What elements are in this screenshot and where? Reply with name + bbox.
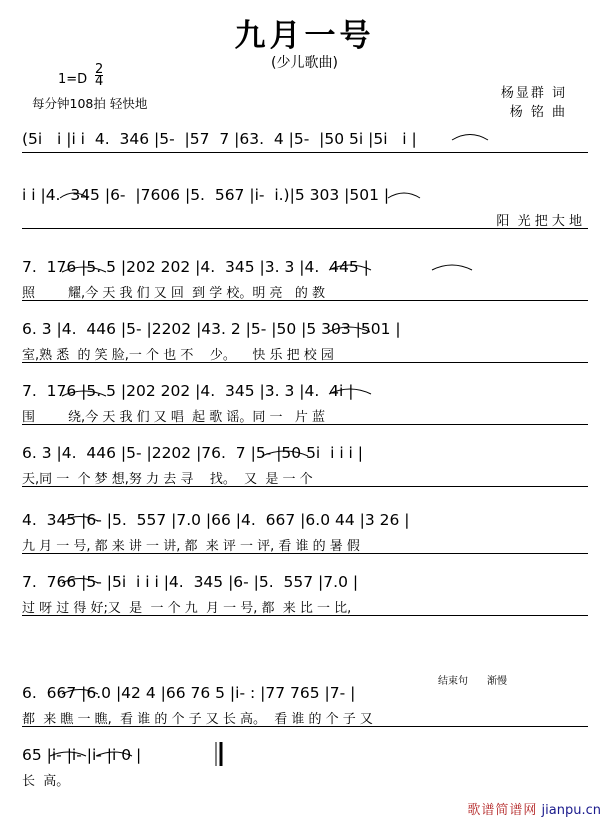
music-system	[22, 320, 588, 363]
tempo-marking: 每分钟108拍 轻快地	[32, 96, 148, 111]
subtitle: (少儿歌曲)	[271, 55, 338, 71]
meter-numerator: 2	[95, 62, 104, 77]
watermark-en: jianpu.cn	[541, 803, 601, 818]
music-system	[22, 186, 588, 229]
meter-denominator: 4	[95, 74, 104, 89]
music-system	[22, 684, 588, 727]
lyrics-line: 照 耀,今 天 我 们 又 回 到 学 校。明 亮 的 教	[22, 286, 326, 301]
lyrics-line: 天,同 一 个 梦 想,努 力 去 寻 找。 又 是 一 个	[22, 472, 313, 487]
lyrics-line: 都 来 瞧 一 瞧, 看 谁 的 个 子 又 长 高。 看 谁 的 个 子 又	[22, 712, 373, 727]
watermark	[467, 799, 601, 818]
lyrics-line: 围 绕,今 天 我 们 又 唱 起 歌 谣。同 一 片 蓝	[22, 410, 326, 425]
notation-line: i i |4. 345 |6- |7606 |5. 567 |i- i.)|5 303 |501 |	[22, 186, 390, 204]
music-system	[22, 382, 588, 425]
lyrics-line: 长 高。	[22, 774, 70, 789]
watermark-cn: 歌谱简谱网	[467, 803, 538, 818]
ending-phrase-annotation: 结束句	[438, 676, 468, 687]
lyricist-credit: 杨显群 词	[500, 86, 567, 101]
music-system	[22, 130, 588, 153]
lyrics-line: 阳 光 把 大 地	[496, 214, 582, 229]
lyrics-line: 过 呀 过 得 好;又 是 一 个 九 月 一 号, 都 来 比 一 比,	[22, 601, 352, 616]
time-signature	[95, 64, 103, 87]
notation-line: 4. 345 |6- |5. 557 |7.0 |66 |4. 667 |6.0 44 |3 26 |	[22, 511, 410, 529]
music-system	[22, 258, 588, 301]
music-system	[22, 444, 588, 487]
notation-line: 6. 3 |4. 446 |5- |2202 |76. 7 |5- |50 5i i i i |	[22, 444, 364, 462]
notation-line: (5i i |i i 4. 346 |5- |57 7 |63. 4 |5- |50 5i |5i i |	[22, 130, 417, 148]
page-title: 九月一号	[234, 18, 375, 54]
notation-line: 7. 766 |5- |5i i i i |4. 345 |6- |5. 557 |7.0 |	[22, 573, 359, 591]
notation-line: 65 |i- |i- |i- |i 0 |	[22, 746, 142, 764]
staff-rule	[22, 152, 588, 153]
music-system	[22, 511, 588, 554]
lyrics-line: 九 月 一 号, 都 来 讲 一 讲, 都 来 评 一 评, 看 谁 的 暑 假	[22, 539, 360, 554]
key-signature: 1=D	[58, 72, 88, 87]
notation-line: 7. 176 |5. 5 |202 202 |4. 345 |3. 3 |4. 445 |	[22, 258, 369, 276]
composer-credit: 杨 铭 曲	[509, 105, 567, 120]
ritard-annotation: 渐慢	[487, 676, 507, 687]
notation-line: 6. 3 |4. 446 |5- |2202 |43. 2 |5- |50 |5 303 |501 |	[22, 320, 401, 338]
notation-line: 6. 667 |6.0 |42 4 |66 76 5 |i- : |77 765 |7- |	[22, 684, 356, 702]
notation-line: 7. 176 |5. 5 |202 202 |4. 345 |3. 3 |4. 4i |	[22, 382, 354, 400]
music-system	[22, 746, 588, 788]
music-system	[22, 573, 588, 616]
lyrics-line: 室,熟 悉 的 笑 脸,一 个 也 不 少。 快 乐 把 校 园	[22, 348, 334, 363]
